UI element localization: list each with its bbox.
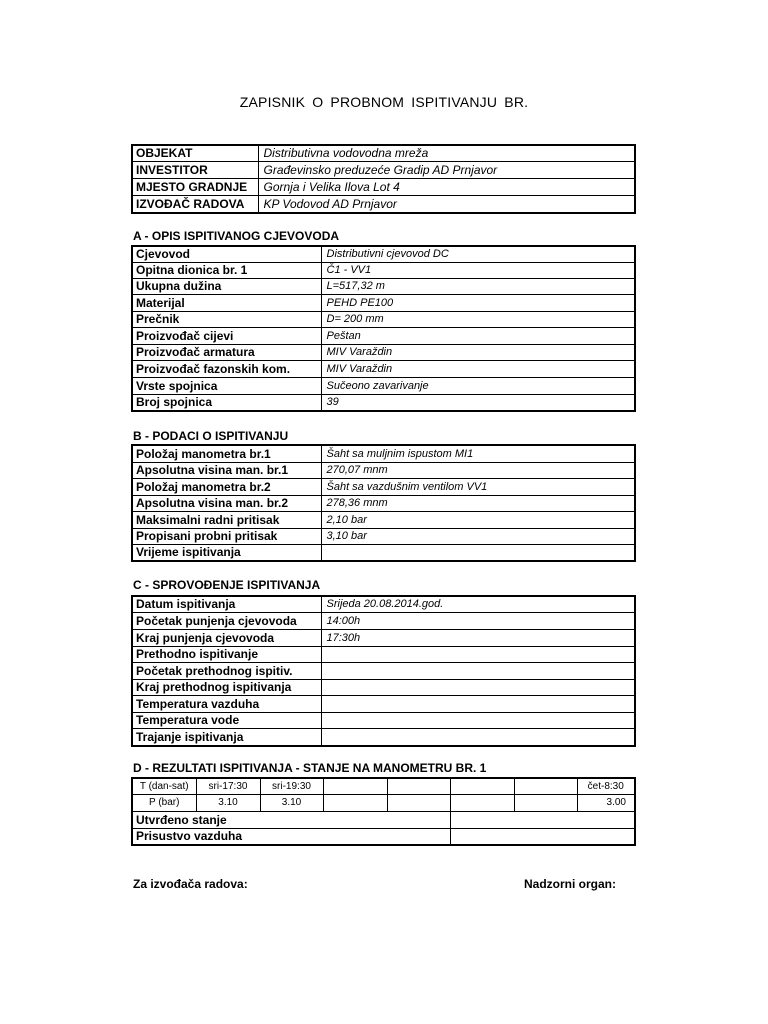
table-row xyxy=(132,528,635,544)
header-row-mjesto xyxy=(132,178,635,195)
header-label: MJESTO GRADNJE xyxy=(132,178,258,195)
table-row xyxy=(132,511,635,528)
row-value: Distributivni cjevovod DC xyxy=(321,246,635,262)
header-value: Građevinsko preduzeće Gradip AD Prnjavor xyxy=(258,161,635,178)
pressure-cell: 3.10 xyxy=(260,794,323,811)
table-row xyxy=(132,394,635,411)
row-label: Početak prethodnog ispitiv. xyxy=(132,662,321,679)
table-row xyxy=(132,629,635,646)
time-cell xyxy=(323,778,387,794)
header-row-investitor xyxy=(132,161,635,178)
row-label: Temperatura vazduha xyxy=(132,695,321,712)
table-row xyxy=(132,478,635,495)
results-air-row xyxy=(132,828,635,845)
row-value: 17:30h xyxy=(321,629,635,646)
row-label: Broj spojnica xyxy=(132,394,321,411)
header-value: Distributivna vodovodna mreža xyxy=(258,145,635,161)
row-label: Početak punjenja cjevovoda xyxy=(132,612,321,629)
table-row xyxy=(132,662,635,679)
section-c-table xyxy=(131,595,636,747)
row-value: Šaht sa vazdušnim ventilom VV1 xyxy=(321,478,635,495)
table-row xyxy=(132,712,635,728)
time-cell xyxy=(387,778,450,794)
row-value: MIV Varaždin xyxy=(321,344,635,360)
table-row xyxy=(132,246,635,262)
pressure-label: P (bar) xyxy=(132,794,196,811)
state-label: Utvrđeno stanje xyxy=(132,811,450,828)
header-table xyxy=(131,144,636,214)
row-value: Šaht sa muljnim ispustom MI1 xyxy=(321,445,635,462)
table-row xyxy=(132,544,635,561)
results-pressure-row xyxy=(132,794,635,811)
table-row xyxy=(132,311,635,327)
row-value: Peštan xyxy=(321,327,635,344)
contractor-signature-label: Za izvođača radova: xyxy=(133,877,248,891)
table-row xyxy=(132,278,635,294)
row-label: Položaj manometra br.1 xyxy=(132,445,321,462)
row-label: Prethodno ispitivanje xyxy=(132,646,321,662)
table-row xyxy=(132,612,635,629)
supervisor-signature-label: Nadzorni organ: xyxy=(524,877,616,891)
results-time-row xyxy=(132,778,635,794)
row-label: Prečnik xyxy=(132,311,321,327)
row-label: Proizvođač cijevi xyxy=(132,327,321,344)
air-value xyxy=(450,828,635,845)
row-value xyxy=(321,728,635,746)
header-label: INVESTITOR xyxy=(132,161,258,178)
document-title: ZAPISNIK O PROBNOM ISPITIVANJU BR. xyxy=(239,94,529,110)
row-label: Kraj punjenja cjevovoda xyxy=(132,629,321,646)
pressure-cell: 3.10 xyxy=(196,794,260,811)
row-label: Datum ispitivanja xyxy=(132,596,321,612)
header-label: IZVOĐAČ RADOVA xyxy=(132,195,258,213)
row-label: Temperatura vode xyxy=(132,712,321,728)
row-label: Materijal xyxy=(132,294,321,311)
table-row xyxy=(132,462,635,478)
section-d-title: D - REZULTATI ISPITIVANJA - STANJE NA MANOMETRU BR. 1 xyxy=(133,761,487,775)
table-row xyxy=(132,377,635,394)
table-row xyxy=(132,596,635,612)
row-value: 39 xyxy=(321,394,635,411)
header-label: OBJEKAT xyxy=(132,145,258,161)
row-label: Trajanje ispitivanja xyxy=(132,728,321,746)
row-label: Proizvođač fazonskih kom. xyxy=(132,360,321,377)
row-value: PEHD PE100 xyxy=(321,294,635,311)
pressure-cell xyxy=(323,794,387,811)
row-label: Ukupna dužina xyxy=(132,278,321,294)
row-label: Cjevovod xyxy=(132,246,321,262)
air-label: Prisustvo vazduha xyxy=(132,828,450,845)
section-a-table xyxy=(131,245,636,412)
table-row xyxy=(132,445,635,462)
table-row xyxy=(132,262,635,278)
row-label: Propisani probni pritisak xyxy=(132,528,321,544)
row-value: 270,07 mnm xyxy=(321,462,635,478)
row-label: Apsolutna visina man. br.1 xyxy=(132,462,321,478)
table-row xyxy=(132,495,635,511)
row-value: Sučeono zavarivanje xyxy=(321,377,635,394)
row-value: MIV Varaždin xyxy=(321,360,635,377)
row-value xyxy=(321,646,635,662)
row-label: Proizvođač armatura xyxy=(132,344,321,360)
row-value xyxy=(321,544,635,561)
row-value: D= 200 mm xyxy=(321,311,635,327)
table-row xyxy=(132,728,635,746)
row-value: L=517,32 m xyxy=(321,278,635,294)
section-d-table xyxy=(131,777,636,846)
pressure-cell xyxy=(387,794,450,811)
time-cell: čet-8:30 xyxy=(577,778,635,794)
row-label: Vrste spojnica xyxy=(132,377,321,394)
row-label: Položaj manometra br.2 xyxy=(132,478,321,495)
row-label: Apsolutna visina man. br.2 xyxy=(132,495,321,511)
results-state-row xyxy=(132,811,635,828)
pressure-cell: 3.00 xyxy=(577,794,635,811)
table-row xyxy=(132,695,635,712)
row-value: 2,10 bar xyxy=(321,511,635,528)
table-row xyxy=(132,360,635,377)
row-label: Kraj prethodnog ispitivanja xyxy=(132,679,321,695)
section-c-title: C - SPROVOĐENJE ISPITIVANJA xyxy=(133,578,321,592)
table-row xyxy=(132,646,635,662)
row-value xyxy=(321,695,635,712)
time-cell: sri-17:30 xyxy=(196,778,260,794)
header-row-izvodjac xyxy=(132,195,635,213)
table-row xyxy=(132,679,635,695)
row-value xyxy=(321,662,635,679)
row-value xyxy=(321,712,635,728)
row-value xyxy=(321,679,635,695)
row-label: Vrijeme ispitivanja xyxy=(132,544,321,561)
state-value xyxy=(450,811,635,828)
section-b-table xyxy=(131,444,636,562)
row-value: Srijeda 20.08.2014.god. xyxy=(321,596,635,612)
row-value: 278,36 mnm xyxy=(321,495,635,511)
row-label: Maksimalni radni pritisak xyxy=(132,511,321,528)
time-cell xyxy=(450,778,514,794)
pressure-cell xyxy=(514,794,577,811)
header-row-objekat xyxy=(132,145,635,161)
section-a-title: A - OPIS ISPITIVANOG CJEVOVODA xyxy=(133,229,340,243)
table-row xyxy=(132,344,635,360)
pressure-cell xyxy=(450,794,514,811)
time-label: T (dan-sat) xyxy=(132,778,196,794)
row-label: Opitna dionica br. 1 xyxy=(132,262,321,278)
row-value: Č1 - VV1 xyxy=(321,262,635,278)
header-value: Gornja i Velika Ilova Lot 4 xyxy=(258,178,635,195)
section-b-title: B - PODACI O ISPITIVANJU xyxy=(133,429,289,443)
row-value: 14:00h xyxy=(321,612,635,629)
table-row xyxy=(132,294,635,311)
header-value: KP Vodovod AD Prnjavor xyxy=(258,195,635,213)
table-row xyxy=(132,327,635,344)
time-cell xyxy=(514,778,577,794)
time-cell: sri-19:30 xyxy=(260,778,323,794)
row-value: 3,10 bar xyxy=(321,528,635,544)
